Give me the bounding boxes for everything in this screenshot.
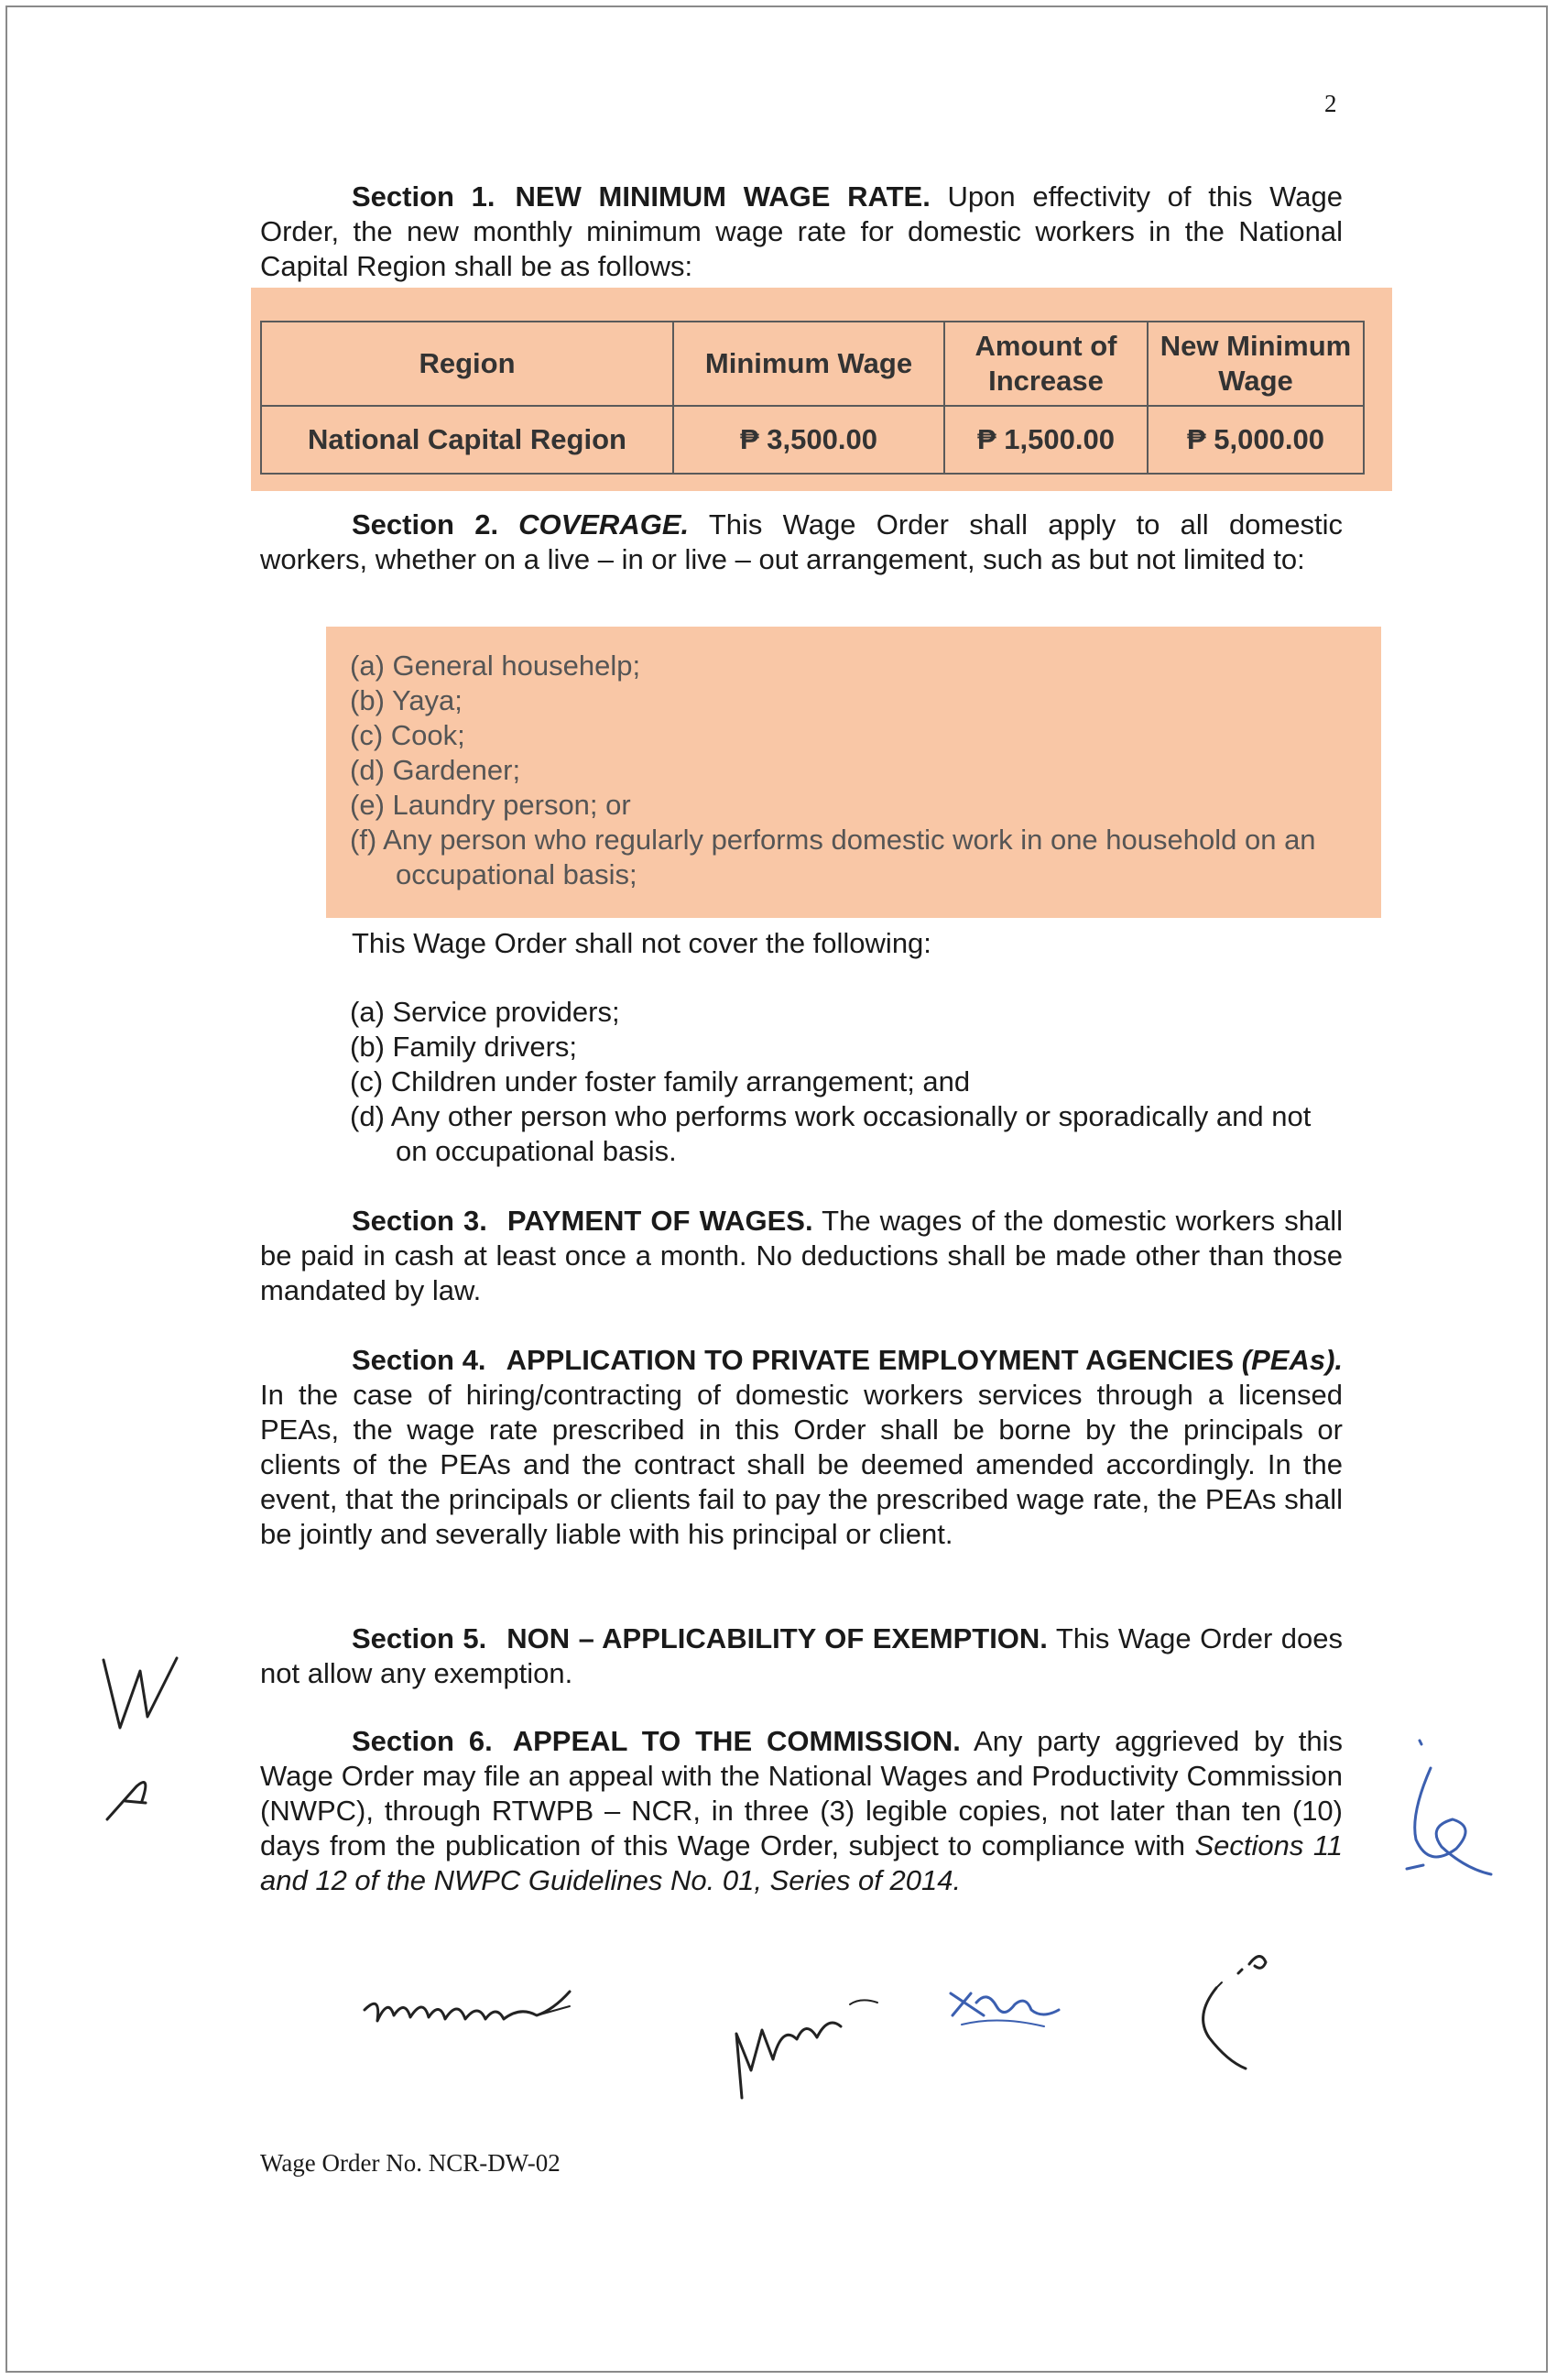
section-5 [260,1621,1343,1691]
exclusion-intro: This Wage Order shall not cover the following: [352,927,931,959]
header-new-minimum-wage: New Minimum Wage [1148,322,1364,406]
list-item: (f) Any person who regularly performs domestic work in one household on an occupational basis; [350,824,1316,890]
list-item: (d) Gardener; [350,754,521,786]
section-4-title: APPLICATION TO PRIVATE EMPLOYMENT AGENCIES [506,1344,1235,1376]
section-1-title: NEW MINIMUM WAGE RATE. [515,180,931,213]
signature-3 [943,1979,1072,2043]
wage-table [260,321,1365,475]
page-number: 2 [1324,90,1337,117]
section-3-text: The wages of the domestic workers shall be paid in cash at least once a month. No deductions shall be made other than those mandated by law. [260,1205,1343,1306]
excluded-list [350,995,1348,1169]
wage-table-header-row [261,322,1364,406]
section-6-citation: Sections 11 and 12 of the NWPC Guidelines No. 01, Series of 2014. [260,1829,1343,1896]
section-4-title-cont: (PEAs). [1241,1344,1344,1376]
section-6-title: APPEAL TO THE COMMISSION. [512,1725,961,1757]
section-3 [260,1204,1343,1308]
section-6-text: Any party aggrieved by this Wage Order may file an appeal with the National Wages and Productivity Commission (NWPC), through RTWPB – NCR, in three (3) legible copies, not later than ten (10) days from the publication of this Wage Order, subject to compliance with [260,1725,1343,1861]
cell-amount-of-increase: ₱ 1,500.00 [944,406,1148,474]
section-4 [260,1343,1343,1552]
signature-1 [357,1979,586,2052]
list-item: (a) General househelp; [350,650,641,682]
margin-initials-signature [87,1640,188,1832]
list-item: (e) Laundry person; or [350,789,631,821]
section-6 [260,1724,1343,1898]
section-2-text: This Wage Order shall apply to all domestic workers, whether on a live – in or live – out arrangement, such as but not limited to: [260,508,1343,575]
section-3-title: PAYMENT OF WAGES. [506,1205,813,1237]
list-item: (c) Children under foster family arrangement; and [350,1065,971,1097]
right-margin-signature [1401,1731,1502,1896]
signature-2 [714,1960,888,2107]
cell-new-minimum-wage: ₱ 5,000.00 [1148,406,1364,474]
list-item: (b) Family drivers; [350,1031,578,1063]
wage-table-row [261,406,1364,474]
cell-minimum-wage: ₱ 3,500.00 [673,406,944,474]
section-4-heading: Section 4. [352,1344,486,1376]
footer-wage-order: Wage Order No. NCR-DW-02 [260,2149,561,2177]
section-2-title: COVERAGE. [518,508,690,540]
section-5-text: This Wage Order does not allow any exemption. [260,1622,1343,1689]
header-minimum-wage: Minimum Wage [673,322,944,406]
list-item: (b) Yaya; [350,684,463,716]
section-1-text: Upon effectivity of this Wage Order, the new monthly minimum wage rate for domestic workers in the National Capital Region shall be as follows: [260,180,1343,282]
cell-region: National Capital Region [261,406,673,474]
covered-list [350,649,1348,892]
section-5-heading: Section 5. [352,1622,487,1654]
section-2-heading: Section 2. [352,508,499,540]
section-4-text: In the case of hiring/contracting of domestic workers services through a licensed PEAs, the wage rate prescribed in this Order shall be borne by the principals or clients of the PEAs and the contract shall be deemed amended accordingly. In the event, that the principals or clients fail to pay the prescribed wage rate, the PEAs shall be jointly and severally liable with his principal or client. [260,1379,1343,1550]
header-amount-of-increase: Amount of Increase [944,322,1148,406]
list-item: (c) Cook; [350,719,465,751]
header-region: Region [261,322,673,406]
section-2 [260,508,1343,577]
section-1 [260,180,1343,284]
section-6-heading: Section 6. [352,1725,493,1757]
section-3-heading: Section 3. [352,1205,487,1237]
section-5-title: NON – APPLICABILITY OF EXEMPTION. [506,1622,1048,1654]
list-item: (a) Service providers; [350,996,620,1028]
section-1-heading: Section 1. [352,180,495,213]
signature-4 [1181,1942,1282,2080]
list-item: (d) Any other person who performs work occasionally or sporadically and not on occupational basis. [350,1100,1312,1167]
